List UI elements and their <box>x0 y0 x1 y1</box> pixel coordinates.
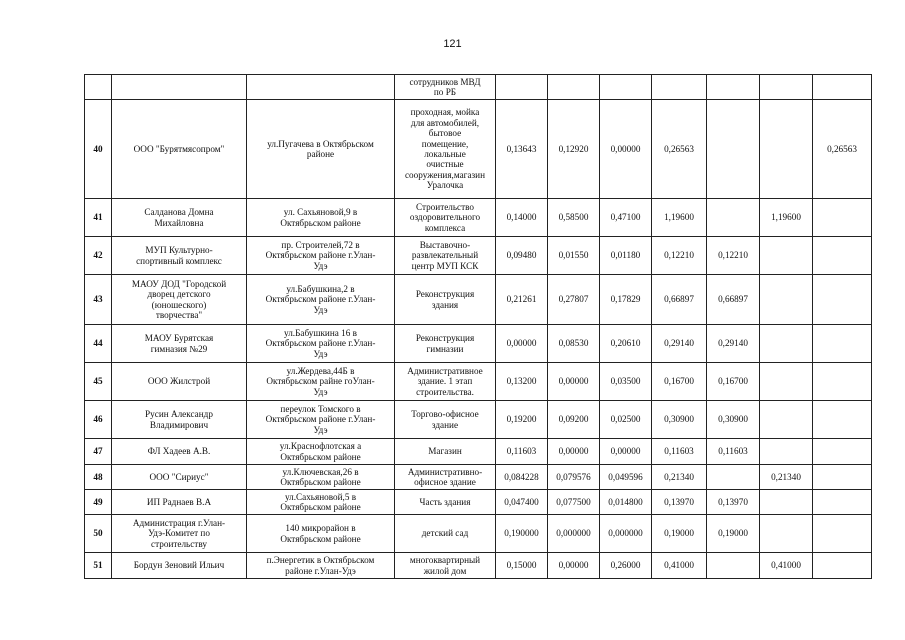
cell-v7 <box>813 199 872 237</box>
cell-v5 <box>707 75 760 100</box>
cell-v3: 0,00000 <box>600 439 652 465</box>
cell-v7 <box>813 490 872 515</box>
table-row <box>85 490 872 515</box>
cell-v2: 0,58500 <box>548 199 600 237</box>
cell-v6 <box>760 75 813 100</box>
cell-v2 <box>548 75 600 100</box>
cell-address: пр. Строителей,72 в Октябрьском районе г.Улан- Удэ <box>247 237 395 275</box>
cell-v3: 0,000000 <box>600 515 652 553</box>
cell-v4: 0,26563 <box>652 100 707 199</box>
cell-name: ФЛ Хадеев А.В. <box>112 439 247 465</box>
cell-v7 <box>813 325 872 363</box>
cell-num: 46 <box>85 401 112 439</box>
cell-purpose: многоквартирный жилой дом <box>395 553 496 579</box>
cell-v2: 0,12920 <box>548 100 600 199</box>
cell-v6 <box>760 100 813 199</box>
cell-v4: 0,13970 <box>652 490 707 515</box>
cell-address: ул.Ключевская,26 в Октябрьском районе <box>247 465 395 490</box>
cell-v1: 0,047400 <box>496 490 548 515</box>
cell-address <box>247 75 395 100</box>
cell-v5: 0,19000 <box>707 515 760 553</box>
cell-purpose: проходная, мойка для автомобилей, бытовое помещение, локальные очистные сооружения,магазин Уралочка <box>395 100 496 199</box>
cell-v6 <box>760 515 813 553</box>
cell-name: ООО "Сириус" <box>112 465 247 490</box>
cell-v2: 0,01550 <box>548 237 600 275</box>
cell-name: ИП Раднаев В.А <box>112 490 247 515</box>
cell-purpose: Административно- офисное здание <box>395 465 496 490</box>
cell-v1: 0,13200 <box>496 363 548 401</box>
page-number: 121 <box>443 38 462 50</box>
table-row <box>85 325 872 363</box>
cell-v6 <box>760 439 813 465</box>
cell-v5 <box>707 553 760 579</box>
cell-name: Бордун Зеновий Ильич <box>112 553 247 579</box>
table-row <box>85 553 872 579</box>
cell-v2: 0,079576 <box>548 465 600 490</box>
cell-v3: 0,20610 <box>600 325 652 363</box>
cell-v7 <box>813 553 872 579</box>
cell-v3: 0,02500 <box>600 401 652 439</box>
cell-num: 42 <box>85 237 112 275</box>
table-row <box>85 363 872 401</box>
cell-v7 <box>813 275 872 325</box>
cell-name: МУП Культурно- спортивный комплекс <box>112 237 247 275</box>
cell-v1: 0,13643 <box>496 100 548 199</box>
cell-purpose: Выставочно- развлекательный центр МУП КСК <box>395 237 496 275</box>
cell-v7: 0,26563 <box>813 100 872 199</box>
data-table <box>84 74 872 579</box>
cell-address: ул.Сахьяновой,5 в Октябрьском районе <box>247 490 395 515</box>
cell-v2: 0,08530 <box>548 325 600 363</box>
cell-v3: 0,17829 <box>600 275 652 325</box>
cell-purpose: Строительство оздоровительного комплекса <box>395 199 496 237</box>
cell-v4: 0,29140 <box>652 325 707 363</box>
cell-v6 <box>760 275 813 325</box>
cell-address: ул.Жердева,44Б в Октябрьском райне гоУлан- Удэ <box>247 363 395 401</box>
cell-v6 <box>760 363 813 401</box>
cell-address: ул.Бабушкина 16 в Октябрьском районе г.Улан- Удэ <box>247 325 395 363</box>
cell-v7 <box>813 75 872 100</box>
cell-v3: 0,03500 <box>600 363 652 401</box>
cell-v4: 0,30900 <box>652 401 707 439</box>
cell-purpose: Реконструкция гимназии <box>395 325 496 363</box>
cell-v2: 0,27807 <box>548 275 600 325</box>
cell-address: п.Энергетик в Октябрьском районе г.Улан-Удэ <box>247 553 395 579</box>
cell-num: 48 <box>85 465 112 490</box>
cell-purpose: Административное здание. 1 этап строительства. <box>395 363 496 401</box>
cell-v2: 0,00000 <box>548 439 600 465</box>
cell-num: 49 <box>85 490 112 515</box>
cell-v2: 0,000000 <box>548 515 600 553</box>
cell-v5 <box>707 100 760 199</box>
cell-v5: 0,29140 <box>707 325 760 363</box>
cell-v7 <box>813 237 872 275</box>
cell-v2: 0,00000 <box>548 553 600 579</box>
cell-purpose: детский сад <box>395 515 496 553</box>
cell-v5 <box>707 199 760 237</box>
cell-num: 40 <box>85 100 112 199</box>
cell-name: Русин Александр Владимирович <box>112 401 247 439</box>
table-row <box>85 465 872 490</box>
cell-v1: 0,19200 <box>496 401 548 439</box>
table-row <box>85 237 872 275</box>
cell-v1: 0,11603 <box>496 439 548 465</box>
cell-v7 <box>813 465 872 490</box>
cell-v2: 0,09200 <box>548 401 600 439</box>
cell-num <box>85 75 112 100</box>
cell-v6: 1,19600 <box>760 199 813 237</box>
cell-v1: 0,084228 <box>496 465 548 490</box>
cell-v1: 0,09480 <box>496 237 548 275</box>
cell-v1: 0,15000 <box>496 553 548 579</box>
cell-address: ул.Краснофлотская а Октябрьском районе <box>247 439 395 465</box>
cell-v4: 1,19600 <box>652 199 707 237</box>
table-row <box>85 401 872 439</box>
cell-v2: 0,00000 <box>548 363 600 401</box>
cell-v3: 0,26000 <box>600 553 652 579</box>
cell-v4: 0,12210 <box>652 237 707 275</box>
cell-v4: 0,41000 <box>652 553 707 579</box>
cell-v7 <box>813 401 872 439</box>
cell-v5: 0,30900 <box>707 401 760 439</box>
cell-v4 <box>652 75 707 100</box>
table-row <box>85 275 872 325</box>
cell-v6 <box>760 490 813 515</box>
cell-v1: 0,190000 <box>496 515 548 553</box>
cell-address: ул.Бабушкина,2 в Октябрьском районе г.Улан- Удэ <box>247 275 395 325</box>
cell-v3: 0,00000 <box>600 100 652 199</box>
cell-v7 <box>813 515 872 553</box>
cell-num: 47 <box>85 439 112 465</box>
cell-purpose: сотрудников МВД по РБ <box>395 75 496 100</box>
cell-v6 <box>760 237 813 275</box>
cell-v7 <box>813 439 872 465</box>
cell-name: ООО "Бурятмясопром" <box>112 100 247 199</box>
cell-v3: 0,049596 <box>600 465 652 490</box>
cell-num: 43 <box>85 275 112 325</box>
cell-v3 <box>600 75 652 100</box>
cell-address: переулок Томского в Октябрьском районе г.Улан- Удэ <box>247 401 395 439</box>
cell-name: Салданова Домна Михайловна <box>112 199 247 237</box>
cell-v6: 0,21340 <box>760 465 813 490</box>
cell-name <box>112 75 247 100</box>
cell-v2: 0,077500 <box>548 490 600 515</box>
cell-num: 51 <box>85 553 112 579</box>
cell-v1: 0,21261 <box>496 275 548 325</box>
cell-v4: 0,19000 <box>652 515 707 553</box>
cell-purpose: Торгово-офисное здание <box>395 401 496 439</box>
cell-address: ул.Пугачева в Октябрьском районе <box>247 100 395 199</box>
cell-v3: 0,01180 <box>600 237 652 275</box>
cell-v1: 0,14000 <box>496 199 548 237</box>
cell-address: ул. Сахьяновой,9 в Октябрьском районе <box>247 199 395 237</box>
cell-v5: 0,66897 <box>707 275 760 325</box>
cell-v4: 0,21340 <box>652 465 707 490</box>
cell-v6: 0,41000 <box>760 553 813 579</box>
cell-num: 45 <box>85 363 112 401</box>
table-row <box>85 100 872 199</box>
cell-v7 <box>813 363 872 401</box>
cell-name: МАОУ ДОД "Городской дворец детского (юношеского) творчества" <box>112 275 247 325</box>
table-row <box>85 75 872 100</box>
table-row <box>85 199 872 237</box>
cell-address: 140 микрорайон в Октябрьском районе <box>247 515 395 553</box>
cell-v1 <box>496 75 548 100</box>
cell-num: 50 <box>85 515 112 553</box>
cell-v6 <box>760 325 813 363</box>
cell-name: МАОУ Бурятская гимназия №29 <box>112 325 247 363</box>
cell-v5: 0,11603 <box>707 439 760 465</box>
table-row <box>85 439 872 465</box>
cell-v3: 0,47100 <box>600 199 652 237</box>
cell-v5: 0,12210 <box>707 237 760 275</box>
cell-v6 <box>760 401 813 439</box>
cell-v1: 0,00000 <box>496 325 548 363</box>
cell-v4: 0,11603 <box>652 439 707 465</box>
cell-purpose: Магазин <box>395 439 496 465</box>
table-row <box>85 515 872 553</box>
cell-v5: 0,16700 <box>707 363 760 401</box>
cell-v5: 0,13970 <box>707 490 760 515</box>
cell-num: 44 <box>85 325 112 363</box>
cell-v4: 0,66897 <box>652 275 707 325</box>
cell-name: Администрация г.Улан- Удэ-Комитет по строительству <box>112 515 247 553</box>
cell-purpose: Реконструкция здания <box>395 275 496 325</box>
cell-v3: 0,014800 <box>600 490 652 515</box>
cell-name: ООО Жилстрой <box>112 363 247 401</box>
cell-v5 <box>707 465 760 490</box>
cell-v4: 0,16700 <box>652 363 707 401</box>
cell-num: 41 <box>85 199 112 237</box>
cell-purpose: Часть здания <box>395 490 496 515</box>
